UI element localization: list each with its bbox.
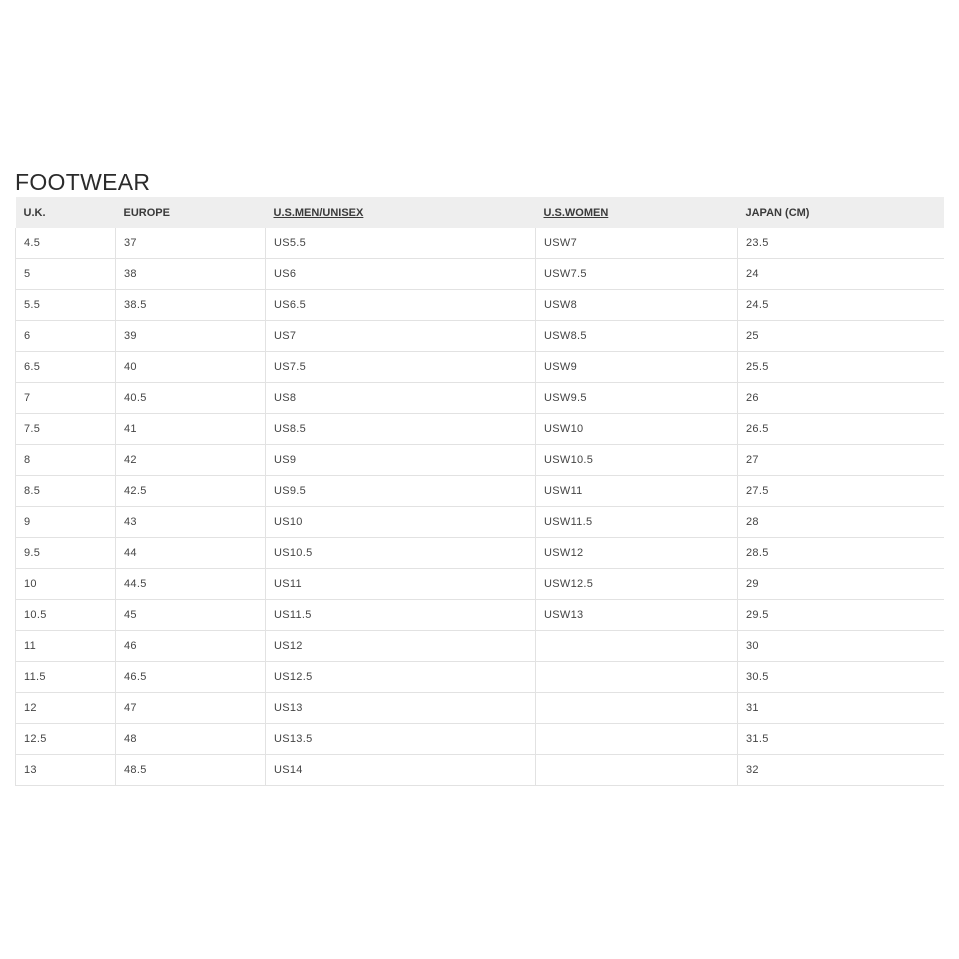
cell-europe: 47 xyxy=(116,693,266,724)
cell-uk: 9 xyxy=(16,507,116,538)
cell-uk: 6.5 xyxy=(16,352,116,383)
cell-japan: 25 xyxy=(738,321,944,352)
cell-us-men: US9.5 xyxy=(266,476,536,507)
cell-us-men: US9 xyxy=(266,445,536,476)
cell-europe: 48.5 xyxy=(116,755,266,786)
cell-japan: 27 xyxy=(738,445,944,476)
cell-us-women xyxy=(536,631,738,662)
cell-japan: 23.5 xyxy=(738,228,944,259)
cell-us-women: USW13 xyxy=(536,600,738,631)
table-row xyxy=(16,755,944,786)
table-row xyxy=(16,476,944,507)
table-row xyxy=(16,538,944,569)
cell-europe: 45 xyxy=(116,600,266,631)
cell-us-women xyxy=(536,662,738,693)
table-row xyxy=(16,445,944,476)
cell-europe: 44 xyxy=(116,538,266,569)
cell-japan: 28.5 xyxy=(738,538,944,569)
cell-japan: 29.5 xyxy=(738,600,944,631)
header-europe: EUROPE xyxy=(116,197,266,228)
cell-japan: 31 xyxy=(738,693,944,724)
table-row xyxy=(16,600,944,631)
cell-us-men: US8 xyxy=(266,383,536,414)
table-row xyxy=(16,228,944,259)
cell-us-women xyxy=(536,724,738,755)
cell-japan: 24.5 xyxy=(738,290,944,321)
cell-uk: 9.5 xyxy=(16,538,116,569)
cell-us-men: US11 xyxy=(266,569,536,600)
cell-us-women xyxy=(536,693,738,724)
cell-us-women: USW11 xyxy=(536,476,738,507)
cell-uk: 5.5 xyxy=(16,290,116,321)
cell-europe: 38.5 xyxy=(116,290,266,321)
cell-europe: 43 xyxy=(116,507,266,538)
cell-uk: 12.5 xyxy=(16,724,116,755)
cell-japan: 24 xyxy=(738,259,944,290)
cell-us-women: USW10.5 xyxy=(536,445,738,476)
cell-us-women: USW12 xyxy=(536,538,738,569)
cell-europe: 42.5 xyxy=(116,476,266,507)
table-header-row xyxy=(16,197,944,228)
cell-europe: 48 xyxy=(116,724,266,755)
table-row xyxy=(16,321,944,352)
table-row xyxy=(16,693,944,724)
header-us-men-unisex[interactable]: U.S.MEN/UNISEX xyxy=(266,197,536,228)
cell-uk: 10 xyxy=(16,569,116,600)
cell-us-men: US8.5 xyxy=(266,414,536,445)
cell-japan: 26 xyxy=(738,383,944,414)
header-japan: JAPAN (CM) xyxy=(738,197,944,228)
cell-uk: 6 xyxy=(16,321,116,352)
cell-europe: 40.5 xyxy=(116,383,266,414)
cell-japan: 30.5 xyxy=(738,662,944,693)
table-row xyxy=(16,662,944,693)
cell-uk: 8 xyxy=(16,445,116,476)
cell-us-women: USW12.5 xyxy=(536,569,738,600)
cell-japan: 29 xyxy=(738,569,944,600)
table-body xyxy=(16,228,944,786)
cell-europe: 40 xyxy=(116,352,266,383)
cell-us-men: US14 xyxy=(266,755,536,786)
cell-europe: 42 xyxy=(116,445,266,476)
cell-uk: 4.5 xyxy=(16,228,116,259)
cell-japan: 30 xyxy=(738,631,944,662)
cell-japan: 32 xyxy=(738,755,944,786)
cell-japan: 27.5 xyxy=(738,476,944,507)
cell-us-women: USW10 xyxy=(536,414,738,445)
cell-japan: 28 xyxy=(738,507,944,538)
cell-europe: 41 xyxy=(116,414,266,445)
table-row xyxy=(16,507,944,538)
cell-japan: 31.5 xyxy=(738,724,944,755)
cell-us-women: USW11.5 xyxy=(536,507,738,538)
cell-us-men: US11.5 xyxy=(266,600,536,631)
cell-us-women xyxy=(536,755,738,786)
cell-us-women: USW7.5 xyxy=(536,259,738,290)
cell-us-men: US10 xyxy=(266,507,536,538)
cell-us-men: US6 xyxy=(266,259,536,290)
cell-europe: 44.5 xyxy=(116,569,266,600)
cell-us-men: US13.5 xyxy=(266,724,536,755)
cell-us-men: US10.5 xyxy=(266,538,536,569)
table-row xyxy=(16,352,944,383)
table-row xyxy=(16,631,944,662)
cell-europe: 39 xyxy=(116,321,266,352)
page-title: FOOTWEAR xyxy=(15,169,151,195)
cell-europe: 37 xyxy=(116,228,266,259)
cell-japan: 26.5 xyxy=(738,414,944,445)
cell-uk: 11 xyxy=(16,631,116,662)
cell-uk: 10.5 xyxy=(16,600,116,631)
cell-us-men: US7 xyxy=(266,321,536,352)
table-row xyxy=(16,724,944,755)
cell-us-women: USW7 xyxy=(536,228,738,259)
size-chart-table xyxy=(15,197,944,786)
cell-us-men: US13 xyxy=(266,693,536,724)
cell-uk: 5 xyxy=(16,259,116,290)
cell-uk: 7.5 xyxy=(16,414,116,445)
cell-uk: 13 xyxy=(16,755,116,786)
cell-us-women: USW8.5 xyxy=(536,321,738,352)
cell-uk: 11.5 xyxy=(16,662,116,693)
cell-europe: 38 xyxy=(116,259,266,290)
cell-japan: 25.5 xyxy=(738,352,944,383)
cell-uk: 8.5 xyxy=(16,476,116,507)
header-us-women[interactable]: U.S.WOMEN xyxy=(536,197,738,228)
cell-us-women: USW8 xyxy=(536,290,738,321)
cell-uk: 7 xyxy=(16,383,116,414)
cell-europe: 46 xyxy=(116,631,266,662)
cell-europe: 46.5 xyxy=(116,662,266,693)
cell-us-men: US6.5 xyxy=(266,290,536,321)
table-row xyxy=(16,414,944,445)
table-row xyxy=(16,290,944,321)
cell-us-men: US5.5 xyxy=(266,228,536,259)
cell-us-men: US12 xyxy=(266,631,536,662)
table-row xyxy=(16,259,944,290)
cell-us-women: USW9.5 xyxy=(536,383,738,414)
table-row xyxy=(16,569,944,600)
header-uk: U.K. xyxy=(16,197,116,228)
cell-us-men: US7.5 xyxy=(266,352,536,383)
cell-us-men: US12.5 xyxy=(266,662,536,693)
table-row xyxy=(16,383,944,414)
cell-uk: 12 xyxy=(16,693,116,724)
cell-us-women: USW9 xyxy=(536,352,738,383)
